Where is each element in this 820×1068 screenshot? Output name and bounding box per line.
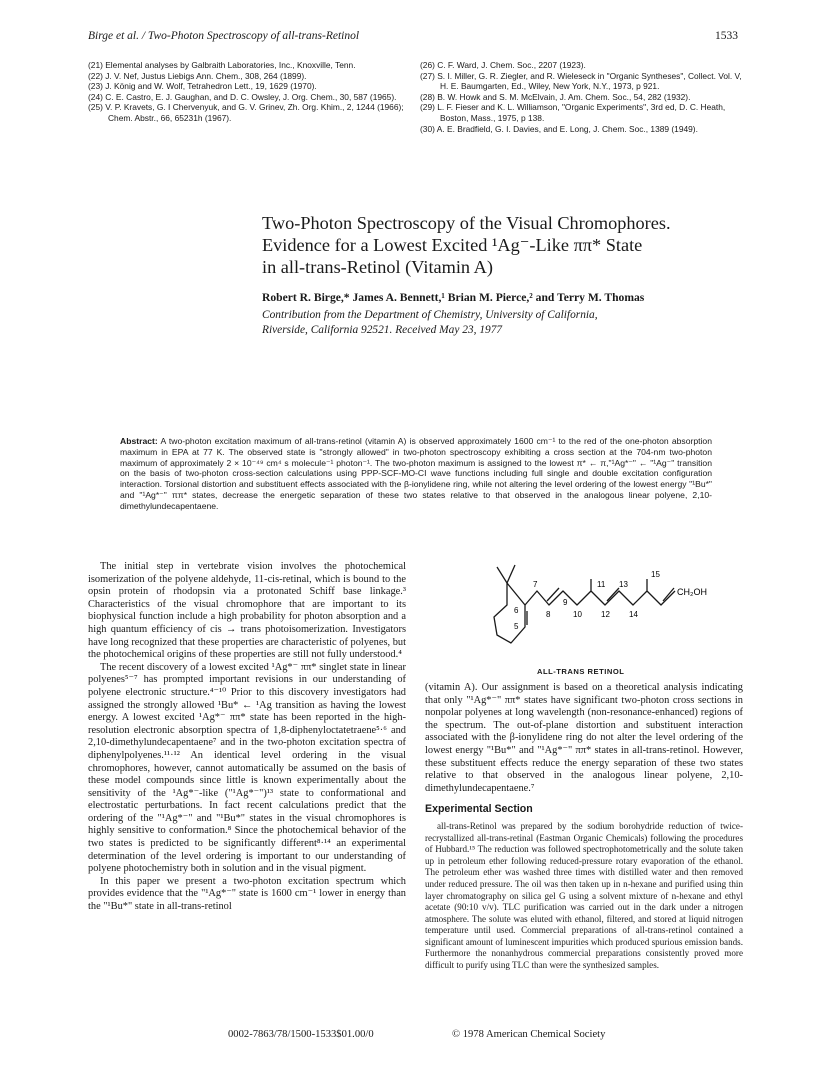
- body-column-right: [425, 682, 743, 972]
- affiliation: [262, 308, 742, 338]
- reference-26: (26) C. F. Ward, J. Chem. Soc., 2207 (1923).: [420, 60, 586, 70]
- retinol-structure-figure: [487, 555, 727, 681]
- figure-caption: ALL-TRANS RETINOL: [537, 667, 625, 676]
- affiliation-line-1: Contribution from the Department of Chemistry, University of California,: [262, 309, 598, 321]
- article-header: [262, 212, 742, 338]
- atom-label-6: 6: [514, 606, 519, 615]
- atom-label-11: 11: [597, 580, 606, 589]
- page-number: 1533: [715, 30, 738, 42]
- atom-label-8: 8: [546, 610, 551, 619]
- running-head: [88, 30, 738, 44]
- reference-28: (28) B. W. Howk and S. M. McElvain, J. Am. Chem. Soc., 54, 282 (1932).: [420, 91, 691, 102]
- atom-label-5: 5: [514, 622, 519, 631]
- abstract: [120, 436, 712, 512]
- issn-code: 0002-7863/78/1500-1533$01.00/0: [228, 1029, 374, 1040]
- atom-label-10: 10: [573, 610, 582, 619]
- retinol-structure-drawing: [487, 555, 727, 667]
- affiliation-line-2: Riverside, California 92521. Received May 23, 1977: [262, 324, 503, 336]
- section-heading-experimental: Experimental Section: [425, 803, 533, 816]
- reference-23: (23) J. König and W. Wolf, Tetrahedron Lett., 19, 1629 (1970).: [88, 81, 317, 92]
- title-line-1: Two-Photon Spectroscopy of the Visual Chromophores.: [262, 213, 671, 233]
- reference-22: (22) J. V. Nef, Justus Liebigs Ann. Chem., 308, 264 (1899).: [88, 70, 307, 81]
- reference-29: (29) L. F. Fieser and K. L. Williamson, "Organic Experiments", 3rd ed, D. C. Heath, Boston, Mass., 1975, p 138.: [420, 102, 726, 123]
- article-title: [262, 212, 742, 278]
- atom-label-9: 9: [563, 598, 568, 607]
- paragraph: The recent discovery of a lowest excited ¹Ag*⁻ ππ* singlet state in linear polyenes⁵⁻⁷ has prompted important revisions in our understanding of polyene electronic structure.⁴⁻¹⁰ Prior to this discovery investigators had assigned the strongly allowed ¹Bu* ← ¹Ag transition as having the lowest energy. A lowest excited ¹Ag*⁻ ππ* state has been reported in the high-resolution electronic absorption spectra of 1,8-diphenyloctatetraene⁵·⁶ and 2,10-dimethylundecapentaene⁷ and in the two-photon excitation spectra of diphenylpolyenes.¹¹·¹² An identical level ordering in the visual chromophores, however, cannot automatically be assumed on the basis of these model compounds since little is known experimentally about the sensitivity of the ¹Ag*⁻-like ("¹Ag*⁻")¹³ state to conformational and electrostatic perturbations. In fact recent calculations predict that the ordering of the "¹Ag*⁻" and "¹Bu*" states in the visual chromophores is highly sensitive to conformation.⁸ Since the photochemical behavior of the two states is predicted to be significantly different⁸·¹⁴ an experimental determination of the level ordering is important to our understanding of polyene photochemistry both in solution and in the visual pigment.: [88, 661, 406, 875]
- copyright-notice: © 1978 American Chemical Society: [452, 1029, 606, 1040]
- atom-label-13: 13: [619, 580, 628, 589]
- page-footer: [228, 1029, 678, 1043]
- paragraph: (vitamin A). Our assignment is based on a theoretical analysis indicating that only "¹Ag*⁻" ππ* states have significant two-photon cross sections in nonpolar polyenes at long wavelength (non-resonance-enhanced) regions of the spectrum. The out-of-plane distortion and substituent interaction associated with the β-ionylidene ring do not alter the level ordering of the lowest energy "¹Bu*" and "¹Ag*⁻" ππ* states in all-trans-retinol. However, these substituent effects reduce the energy separation of these two states relative to that observed in the analogous linear polyene, 2,10-dimethylundecapentaene.⁷: [425, 682, 743, 794]
- atom-label-12: 12: [601, 610, 610, 619]
- references-right: [420, 60, 742, 134]
- references-left: [88, 60, 406, 124]
- atom-label-14: 14: [629, 610, 638, 619]
- reference-25: (25) V. P. Kravets, G. I Chervenyuk, and G. V. Grinev, Zh. Org. Khim., 2, 1244 (1966); Chem. Abstr., 66, 65231h (1967).: [88, 102, 404, 123]
- author-list: Robert R. Birge,* James A. Bennett,¹ Brian M. Pierce,² and Terry M. Thomas: [262, 291, 645, 304]
- reference-27: (27) S. I. Miller, G. R. Ziegler, and R. Wieleseck in "Organic Syntheses", Collect. Vol. V, H. E. Baumgarten, Ed., Wiley, New York, N.Y., 1973, p 921.: [420, 70, 742, 92]
- paragraph: In this paper we present a two-photon excitation spectrum which provides evidence that the "¹Ag*⁻" state is 1600 cm⁻¹ lower in energy than the "¹Bu*" state in all-trans-retinol: [88, 875, 406, 913]
- paragraph: The initial step in vertebrate vision involves the photochemical isomerization of the polyene aldehyde, 11-cis-retinal, which is bound to the opsin protein of rhodopsin via a protonated Schiff base linkage.³ Characteristics of the visual chromophore that are important to its biophysical function include a high probability for photon absorption and a high quantum efficiency of cis → trans photoisomerization. Investigators have long recognized that these properties are characteristic of polyenes, but the photochemical origins of these properties are still not fully understood.⁴: [88, 561, 406, 661]
- reference-30: (30) A. E. Bradfield, G. I. Davies, and E. Long, J. Chem. Soc., 1389 (1949).: [420, 123, 698, 134]
- abstract-label: Abstract:: [120, 436, 158, 446]
- reference-24: (24) C. E. Castro, E. J. Gaughan, and D. C. Owsley, J. Org. Chem., 30, 587 (1965).: [88, 91, 397, 102]
- abstract-text: A two-photon excitation maximum of all-trans-retinol (vitamin A) is observed approximately 1600 cm⁻¹ to the red of the one-photon absorption maximum in EPA at 77 K. The observed state is "strongly allowed" in two-photon spectroscopy exhibiting a cross section at the 704-nm two-photon maximum of approximately 2 × 10⁻⁴⁹ cm⁴ s molecule⁻¹ photon⁻¹. The two-photon maximum is assigned to the lowest π* ← π,"¹Ag*⁻" ← "¹Ag⁻" transition on the basis of two-photon cross-section calculations using PPP-SCF-MO-CI wave functions including full single and double excitation configuration interaction. Torsional distortion and substituent effects associated with the β-ionylidene ring, while not altering the level ordering of the lowest energy "¹Bu*" and "¹Ag*⁻" ππ* states, decrease the energetic separation of these two states relative to that observed in the analogous linear polyene, 2,10-dimethylundecapentaene.: [120, 436, 712, 511]
- reference-21: (21) Elemental analyses by Galbraith Laboratories, Inc., Knoxville, Tenn.: [88, 60, 356, 70]
- atom-label-7: 7: [533, 580, 538, 589]
- experimental-section: [425, 821, 743, 972]
- title-line-2: Evidence for a Lowest Excited ¹Ag⁻-Like ππ* State: [262, 235, 643, 255]
- running-head-title: Birge et al. / Two-Photon Spectroscopy of all-trans-Retinol: [88, 30, 360, 42]
- paragraph: all-trans-Retinol was prepared by the sodium borohydride reduction of twice-recrystallized all-trans-retinal (Eastman Organic Chemicals) following the procedures of Hubbard.¹⁵ The reduction was followed spectrophotometrically and the solute taken up in petroleum ether following reduced-pressure rotary evaporation of the ethanol. The petroleum ether was washed three times with distilled water and then removed under reduced pressure. The oil was then taken up in n-hexane and purified using thin layer chromatography on silica gel G using a solvent mixture of n-hexane and ethyl acetate (90:10 v/v). TLC purification was carried out in the dark under a nitrogen atmosphere. The solute was eluted with ethanol, filtered, and stored at liquid nitrogen temperature until used. Commercial preparations of all-trans-retinol contained a significant amount of luminescent impurities which produced spurious emission bands. Furthermore the nonanhydrous commercial preparations consistently proved more difficult to purify using TLC than were the synthesized samples.: [425, 820, 743, 971]
- ch2oh-label: CH₂OH: [677, 587, 707, 597]
- title-line-3: in all-trans-Retinol (Vitamin A): [262, 257, 493, 277]
- atom-label-15: 15: [651, 570, 660, 579]
- body-column-left: [88, 561, 406, 914]
